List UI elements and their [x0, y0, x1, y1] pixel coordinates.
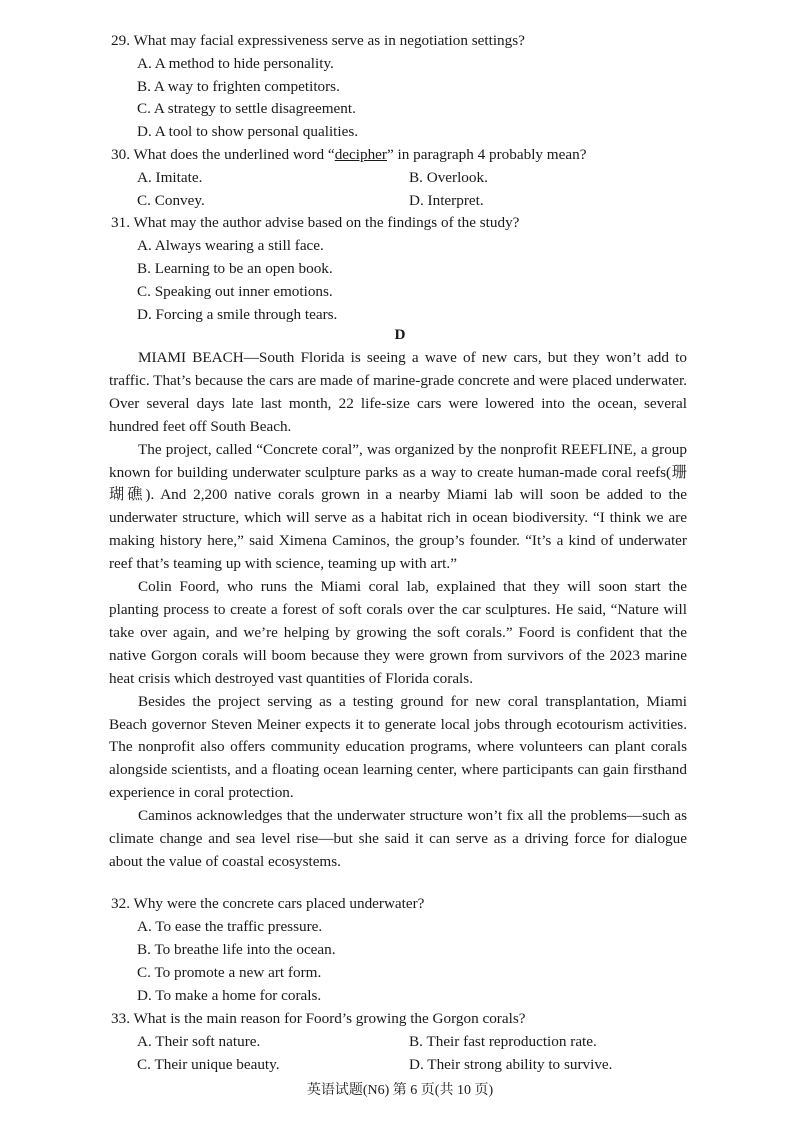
question-30-option-b: B. Overlook. [409, 169, 488, 186]
question-33-option-d: D. Their strong ability to survive. [409, 1056, 613, 1073]
page-footer: 英语试题(N6) 第 6 页(共 10 页) [306, 1083, 494, 1098]
question-29-stem: 29. What may facial expressiveness serve as in negotiation settings? [111, 32, 525, 49]
underlined-word-decipher: decipher [334, 146, 387, 163]
question-30-stem-prefix: 30. What does the underlined word “ [111, 146, 335, 163]
question-31-option-d: D. Forcing a smile through tears. [137, 306, 338, 323]
reading-passage [109, 347, 687, 874]
question-32-option-c: C. To promote a new art form. [137, 964, 322, 981]
question-31-option-b: B. Learning to be an open book. [137, 260, 333, 277]
question-30-option-d: D. Interpret. [409, 192, 484, 209]
question-32-stem: 32. Why were the concrete cars placed underwater? [111, 895, 425, 912]
question-30-stem-suffix: ” in paragraph 4 probably mean? [386, 146, 587, 163]
question-31-option-a: A. Always wearing a still face. [137, 237, 324, 254]
question-29-option-d: D. A tool to show personal qualities. [137, 123, 359, 140]
question-32-option-a: A. To ease the traffic pressure. [137, 918, 323, 935]
section-title: D [394, 326, 406, 343]
passage-paragraph-2: The project, called “Concrete coral”, was organized by the nonprofit REEFLINE, a group known for building underwater sculpture parks as a way to create human-made coral reefs(珊瑚礁). And 2,200 native corals grown in a nearby Miami lab will soon be added to the underwater structure, which will serve as a habitat rich in ocean biodiversity. “I think we are making history here,” said Ximena Caminos, the group’s founder. “It’s a kind of underwater reef that’s teaming up with science, teaming up with art.” [109, 440, 687, 573]
question-32-option-b: B. To breathe life into the ocean. [137, 941, 336, 958]
question-29-option-b: B. A way to frighten competitors. [137, 78, 340, 95]
question-31-stem: 31. What may the author advise based on the findings of the study? [111, 214, 520, 231]
question-29-option-c: C. A strategy to settle disagreement. [137, 100, 356, 117]
question-29-option-a: A. A method to hide personality. [137, 55, 334, 72]
question-31-option-c: C. Speaking out inner emotions. [137, 283, 333, 300]
question-33-stem: 33. What is the main reason for Foord’s growing the Gorgon corals? [111, 1010, 526, 1027]
question-30-stem [111, 143, 711, 166]
passage-paragraph-3: Colin Foord, who runs the Miami coral lab, explained that they will soon start the planting process to create a forest of soft corals over the car sculptures. He said, “Nature will take over again, and we’re helping by growing the soft corals.” Foord is confident that the native Gorgon corals will boom because they were grown from survivors of the 2023 marine heat crisis which destroyed vast quantities of Florida corals. [109, 578, 687, 687]
question-33-option-a: A. Their soft nature. [137, 1033, 261, 1050]
question-30-option-c: C. Convey. [137, 192, 205, 209]
question-30-option-a: A. Imitate. [137, 169, 203, 186]
question-33-option-b: B. Their fast reproduction rate. [409, 1033, 597, 1050]
question-32-option-d: D. To make a home for corals. [137, 987, 322, 1004]
passage-paragraph-5: Caminos acknowledges that the underwater structure won’t fix all the problems—such as climate change and sea level rise—but she said it can serve as a driving force for dialogue about the value of coastal ecosystems. [109, 807, 687, 870]
passage-paragraph-1: MIAMI BEACH—South Florida is seeing a wave of new cars, but they won’t add to traffic. That’s because the cars are made of marine-grade concrete and were placed underwater. Over several days late last month, 22 life-size cars were lowered into the ocean, several hundred feet off South Beach. [109, 349, 687, 435]
passage-paragraph-4: Besides the project serving as a testing ground for new coral transplantation, Miami Beach governor Steven Meiner expects it to generate local jobs through ecotourism activities. The nonprofit also offers community education programs, where volunteers can plant corals alongside scientists, and a floating ocean learning center, where participants can gain firsthand experience in coral protection. [109, 692, 687, 802]
question-33-option-c: C. Their unique beauty. [137, 1056, 280, 1073]
